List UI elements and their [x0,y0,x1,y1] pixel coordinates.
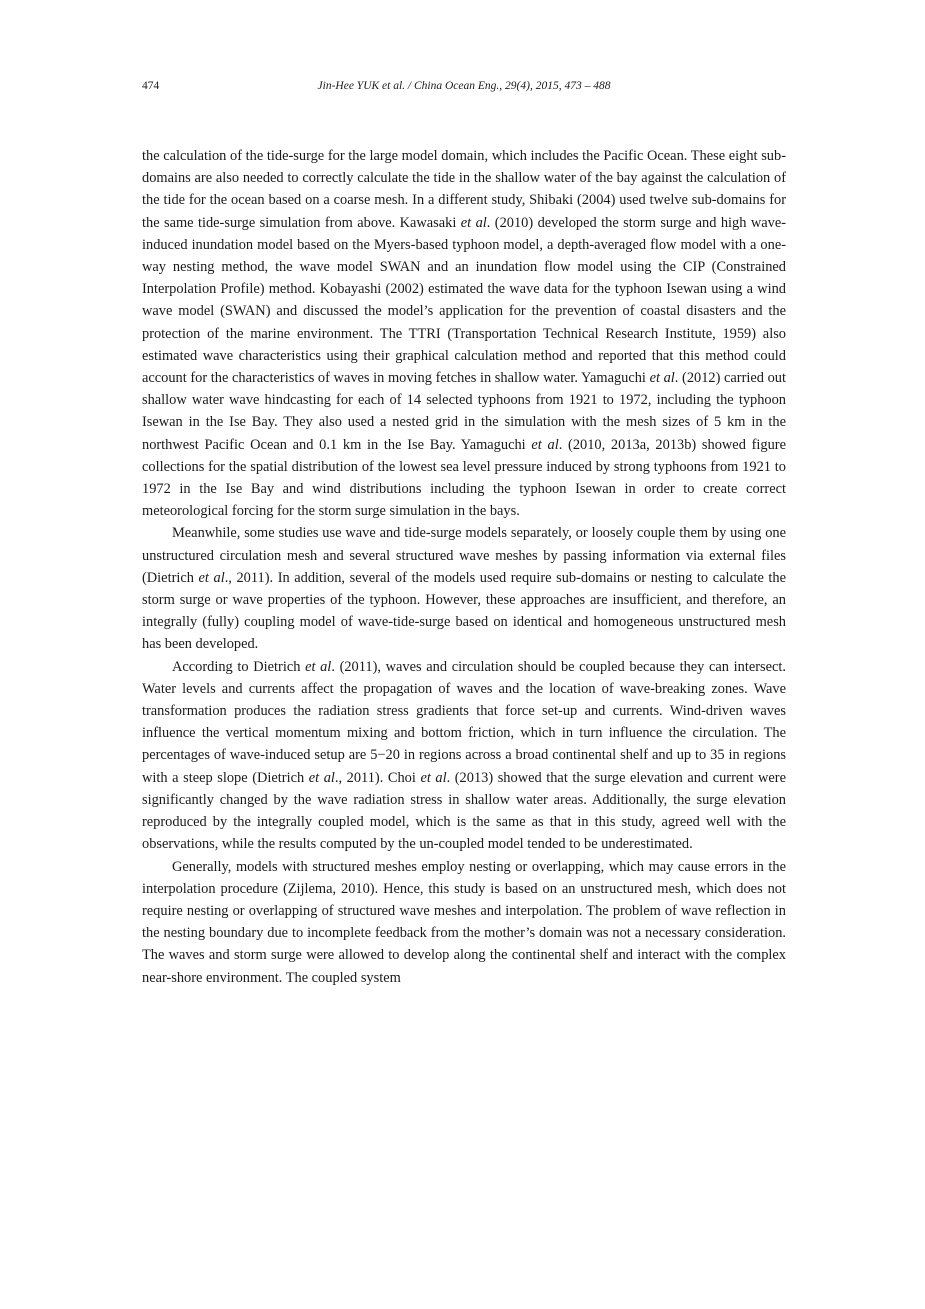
italic-text: et al [460,214,487,231]
text-run: ., 2011). In addition, several of the models used require sub-domains or nesting to calculate the storm surge or wave properties of the typhoon. However, these approaches are insufficient, and therefore, an integrally (fully) coupling model of wave-tide-surge based on identical and homogeneous unstructured mesh has been developed. [142,569,786,653]
text-run: ., 2011). Choi [334,769,421,786]
text-run: Meanwhile, some studies use wave and tide-surge models separately, or loosely couple them by using one unstructured circulation mesh and several structured wave meshes by passing information via external files (Dietrich [142,525,786,586]
paragraph-p3 [142,656,786,856]
italic-text: et al [649,370,675,387]
text-run: the calculation of the tide-surge for the large model domain, which includes the Pacific Ocean. These eight sub-domains are also needed to correctly calculate the tide in the shallow water of the bay against the calculation of the tide for the ocean based on a coarse mesh. In a different study, Shibaki (2004) used twelve sub-domains for the same tide-surge simulation from above. Kawasaki [142,148,786,231]
text-run: . (2012) carried out shallow water wave hindcasting for each of 14 selected typhoons from 1921 to 1972, including the typhoon Isewan in the Ise Bay. They also used a nested grid in the simulation with the mesh sizes of 5 km in the northwest Pacific Ocean and 0.1 km in the Ise Bay. Yamaguchi [142,370,786,453]
running-head-issue: 4 [520,80,527,92]
body-text [142,145,786,989]
text-run: . (2010, 2013a, 2013b) showed figure collections for the spatial distribution of the lowest sea level pressure induced by strong typhoons from 1921 to 1972 in the Ise Bay and wind distributions including the typhoon Isewan in order to create correct meteorological forcing for the storm surge simulation in the bays. [142,436,786,520]
paragraph-p4 [142,856,786,989]
running-head-volume: 29 [505,80,517,92]
running-head-year: 2015 [535,80,559,92]
running-head-authors: Jin-Hee YUK et al. [317,80,406,92]
text-run: . (2013) showed that the surge elevation and current were significantly changed by the wave radiation stress in shallow water areas. Additionally, the surge elevation reproduced by the integrally coupled model, which is the same as that in this study, agreed well with the observations, while the results computed by the un-coupled model tended to be underestimated. [142,769,786,853]
italic-text: et al [531,436,559,453]
text-run: According to Dietrich [172,658,306,675]
italic-text: et al [420,769,447,786]
italic-text: et al [305,658,332,675]
text-run: Generally, models with structured meshes employ nesting or overlapping, which may cause errors in the interpolation procedure (Zijlema, 2010). Hence, this study is based on an unstructured mesh, which does not require nesting or overlapping of structured wave meshes and interpolation. The problem of wave reflection in the nesting boundary due to incomplete feedback from the mother’s domain was not a necessary consideration. The waves and storm surge were allowed to develop along the continental shelf and interact with the complex near-shore environment. The coupled system [142,858,786,986]
paragraph-p1 [142,145,786,522]
running-head-pages: 473 – 488 [564,80,611,92]
running-head: Jin-Hee YUK et al. / China Ocean Eng., 29(4), 2015, 473 – 488 [317,80,611,92]
italic-text: et al [198,569,225,586]
page-number: 474 [142,80,160,92]
text-run: . (2011), waves and circulation should be coupled because they can intersect. Water levels and currents affect the propagation of waves and the location of wave-breaking zones. Wave transformation produces the radiation stress gradients that force set-up and currents. Wind-driven waves influence the vertical momentum mixing and bottom friction, which in turn influence the circulation. The percentages of wave-induced setup are 5−20 in regions across a broad continental shelf and up to 35 in regions with a steep slope (Dietrich [142,658,786,786]
paragraph-p2 [142,522,786,655]
running-head-journal: China Ocean Eng. [414,80,500,92]
page-header [142,78,786,94]
italic-text: et al [308,769,335,786]
text-run: . (2010) developed the storm surge and high wave-induced inundation model based on the Myers-based typhoon model, a depth-averaged flow model with a one-way nesting method, the wave model SWAN and an inundation flow model using the CIP (Constrained Interpolation Profile) method. Kobayashi (2002) estimated the wave data for the typhoon Isewan using a wind wave model (SWAN) and discussed the model’s application for the prevention of coastal disasters and the protection of the marine environment. The TTRI (Transportation Technical Research Institute, 1959) also estimated wave characteristics using their graphical calculation method and reported that this method could account for the characteristics of waves in moving fetches in shallow water. Yamaguchi [142,214,786,387]
